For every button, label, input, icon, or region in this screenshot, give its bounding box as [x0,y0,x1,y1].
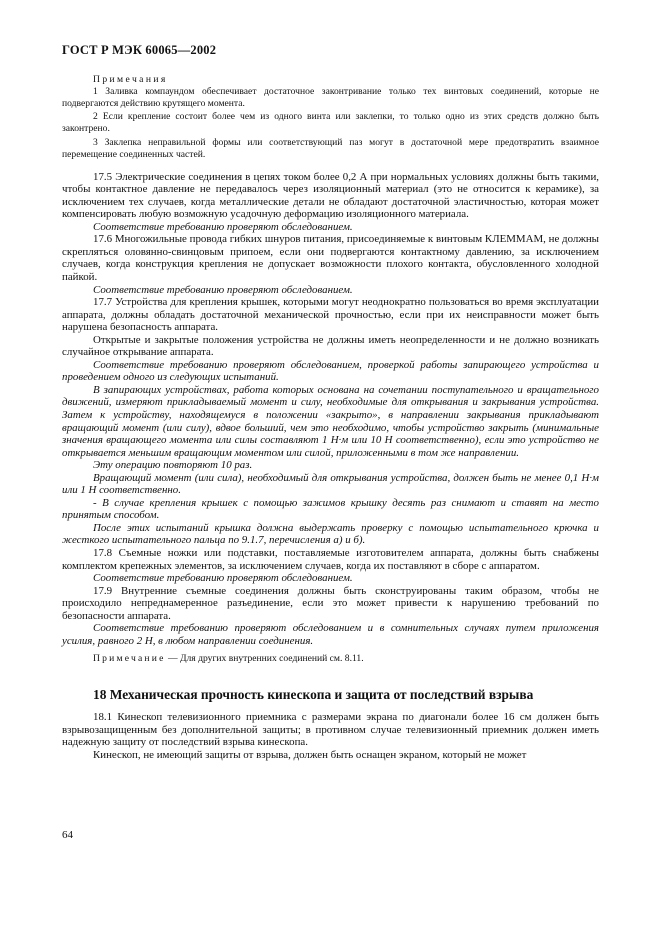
note-text: — Для других внутренних соединений см. 8.11. [167,653,364,665]
page-content [62,74,599,761]
clause-17-7-paragraph: Открытые и закрытые положения устройства не должны иметь неопределенности и не должно возникать случайное открывание аппарата. [62,333,599,359]
compliance-check: Соответствие требованию проверяют обследованием и в сомнительных случаях путем приложения усилия, равного 2 Н, в любом направлении соединения. [62,622,599,647]
note-label: Примечание [93,653,166,665]
notes-title: Примечания [93,74,168,85]
compliance-check: Соответствие требованию проверяют обследованием. [93,572,353,585]
note-item-2: 2 Если крепление состоит более чем из одного винта или заклепки, то только одно из этих средств должно быть законтрено. [62,111,599,135]
section-18-title: 18 Механическая прочность кинескопа и защита от последствий взрыва [93,687,534,703]
clause-17-9: 17.9 Внутренние съемные соединения должны быть сконструированы таким образом, чтобы не происходило непреднамеренное разъединение, если это может привести к нарушению требований по безопасности аппарата. [62,584,599,622]
test-after: После этих испытаний крышка должна выдержать проверку с помощью испытательного крючка и жесткого испытательного пальца по 9.1.7, перечисления а) и б). [62,521,599,547]
clause-17-7: 17.7 Устройства для крепления крышек, которыми могут неоднократно пользоваться во время эксплуатации аппарата, должны обладать достаточной механической прочностью, если при их неисправности может быть нарушена безопасность аппарата. [62,296,599,334]
compliance-check: Соответствие требованию проверяют обследованием. [93,220,353,233]
test-description: В запирающих устройствах, работа которых основана на сочетании поступательного и вращательного движений, измеряют прикладываемый момент и силу, необходимые для открывания и закрывания устройства. Затем к устройству, находящемуся в положении «закрыто», в направлении закрывания прикладывают вращающий момент (или силу), вдвое больший, чем это необходимо, чтобы устройство закрыть (минимальные значения вращающего момента или силы составляют 1 Н·м или 10 Н соответственно), если это устройство не открывается меньшим вращающим моментом или силой, приложенными в том же направлении. [62,383,599,459]
note-item-1: 1 Заливка компаундом обеспечивает достаточное законтривание только тех винтовых соединений, которые не подвергаются действию крутящего момента. [62,85,599,109]
test-clamps: - В случае крепления крышек с помощью зажимов крышку десять раз снимают и ставят на место принятым способом. [62,496,599,522]
notes-block [62,74,599,161]
section-18-body [62,711,599,761]
page-header: ГОСТ Р МЭК 60065—2002 [62,43,217,57]
note-internal-connections [62,653,599,665]
clause-18-1-continued: Кинескоп, не имеющий защиты от взрыва, должен быть оснащен экраном, который не может [93,748,527,761]
compliance-check: Соответствие требованию проверяют обследованием. [93,283,353,296]
compliance-check: Соответствие требованию проверяют обследованием, проверкой работы запирающего устройства и проведением одного из следующих испытаний. [62,358,599,384]
test-requirement: Вращающий момент (или сила), необходимый для открывания устройства, должен быть не менее 0,1 Н·м или 1 Н соответственно. [62,471,599,497]
clause-17-5: 17.5 Электрические соединения в цепях током более 0,2 А при нормальных условиях должны быть такими, чтобы контактное давление не передавалось через изоляционный материал (это не относится к керамике), за исключением тех случаев, когда металлические детали не обладают достаточной эластичностью, которая может компенсировать любую возможную усадочную деформацию изоляционного материала. [62,170,599,221]
clause-17-6: 17.6 Многожильные провода гибких шнуров питания, присоединяемые к винтовым КЛЕММАМ, не должны скрепляться оловянно-свинцовым припоем, если они подвергаются контактному давлению, за исключением случаев, когда конструкция крепления не допускает возможности плохого контакта, обусловленного холодной пайкой. [62,233,599,283]
clause-18-1: 18.1 Кинескоп телевизионного приемника с размерами экрана по диагонали более 16 см должен быть взрывозащищенным без дополнительной защиты; в противном случае телевизионный приемник должен иметь надежную защиту от последствий взрыва кинескопа. [62,711,599,749]
note-item-3: 3 Заклепка неправильной формы или соответствующий паз могут в достаточной мере предотвратить взаимное перемещение соединенных частей. [62,136,599,160]
test-repetition: Эту операцию повторяют 10 раз. [93,459,253,472]
page-number: 64 [62,829,73,841]
clause-17-8: 17.8 Съемные ножки или подставки, поставляемые изготовителем аппарата, должны быть снабжены комплектом крепежных элементов, за исключением случаев, когда их поставляют в сборе с аппаратом. [62,546,599,572]
body-text [62,171,599,648]
